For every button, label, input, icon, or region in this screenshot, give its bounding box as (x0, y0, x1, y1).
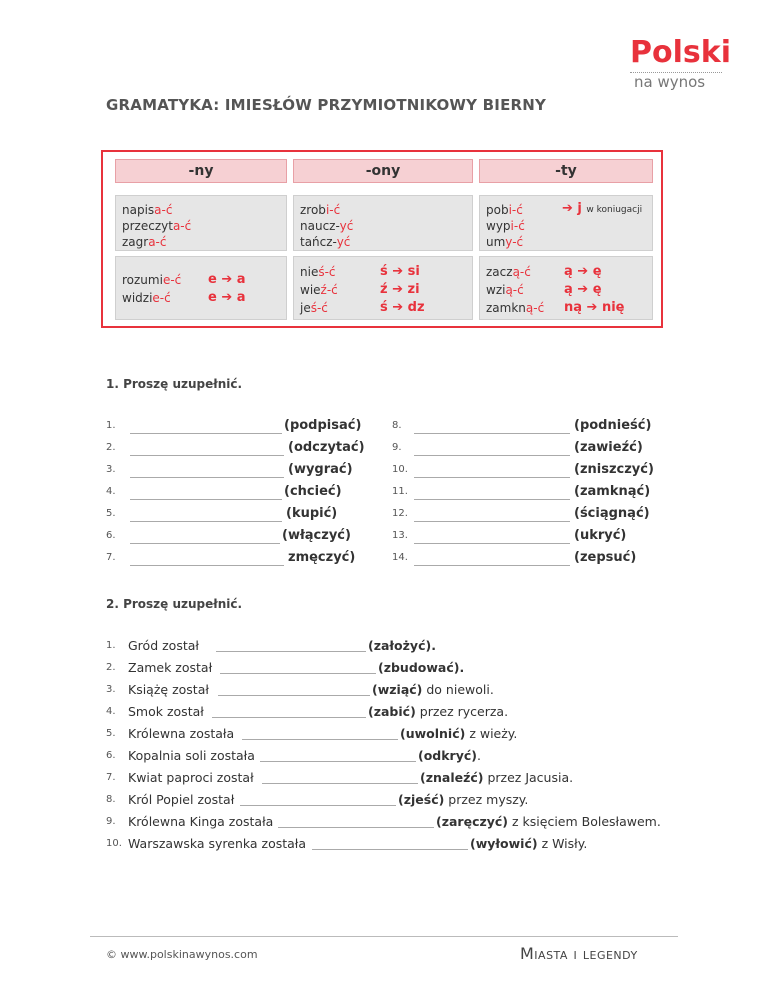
exercise-row (106, 418, 366, 438)
example-word: umy-ć (486, 235, 524, 249)
sentence-start: Książę został (128, 682, 209, 697)
verb-hint: (podpisać) (284, 418, 362, 433)
verb-hint: (podnieść) (574, 418, 652, 433)
answer-blank[interactable] (212, 717, 366, 718)
rule-j: ➔ j w koniugacji (562, 201, 643, 216)
verb-hint: (zamknąć) (574, 484, 651, 499)
sentence-end: (znaleźć) przez Jacusia. (420, 770, 574, 785)
answer-blank[interactable] (312, 849, 468, 850)
cell-ny-bottom (115, 256, 287, 320)
verb-hint: (odczytać) (288, 440, 365, 455)
sentence-end: (uwolnić) z wieży. (400, 726, 518, 741)
rule-e-a: e ➔ a (208, 290, 246, 305)
answer-blank[interactable] (218, 695, 370, 696)
item-number: 2. (106, 442, 116, 453)
cell-ony-top (293, 195, 473, 251)
logo-brand: Polski (630, 35, 731, 70)
answer-blank[interactable] (414, 433, 570, 434)
example-word: wzią-ć (486, 283, 524, 297)
item-number: 6. (106, 750, 116, 761)
rule-a-e: ą ➔ ę (564, 264, 602, 279)
sentence-end: (odkryć). (418, 748, 481, 763)
example-word: nieś-ć (300, 265, 336, 279)
sentence-start: Smok został (128, 704, 204, 719)
item-number: 13. (392, 530, 408, 541)
verb-hint: (chcieć) (284, 484, 342, 499)
rule-e-a: e ➔ a (208, 272, 246, 287)
answer-blank[interactable] (414, 565, 570, 566)
example-word: przeczyta-ć (122, 219, 192, 233)
example-word: zrobi-ć (300, 203, 341, 217)
sentence-end: (wyłowić) z Wisły. (470, 836, 588, 851)
item-number: 10. (106, 838, 122, 849)
grammar-table (101, 150, 663, 328)
exercise-row (392, 484, 662, 504)
item-number: 14. (392, 552, 408, 563)
item-number: 11. (392, 486, 408, 497)
section2-title: 2. Proszę uzupełnić. (106, 597, 243, 611)
item-number: 2. (106, 662, 116, 673)
example-word: napisa-ć (122, 203, 173, 217)
exercise-row (106, 506, 366, 526)
verb-hint: (kupić) (286, 506, 338, 521)
rule-z-zi: ź ➔ zi (380, 282, 420, 297)
page-title: GRAMATYKA: IMIESŁÓW PRZYMIOTNIKOWY BIERNY (106, 96, 547, 114)
exercise-row (106, 440, 366, 460)
example-word: rozumie-ć (122, 273, 182, 287)
example-word: zamkną-ć (486, 301, 545, 315)
answer-blank[interactable] (130, 477, 284, 478)
answer-blank[interactable] (220, 673, 376, 674)
item-number: 8. (392, 420, 402, 431)
rule-a-e: ą ➔ ę (564, 282, 602, 297)
example-word: wypi-ć (486, 219, 525, 233)
verb-hint: (zawieźć) (574, 440, 643, 455)
answer-blank[interactable] (130, 565, 284, 566)
exercise-row (392, 506, 662, 526)
header-ty: -ty (479, 159, 653, 183)
exercise-row (106, 462, 366, 482)
answer-blank[interactable] (414, 455, 570, 456)
answer-blank[interactable] (130, 521, 282, 522)
verb-hint: (ukryć) (574, 528, 627, 543)
exercise-row (392, 440, 662, 460)
exercise-row (106, 528, 366, 548)
item-number: 12. (392, 508, 408, 519)
answer-blank[interactable] (130, 543, 280, 544)
sentence-end: (zjeść) przez myszy. (398, 792, 529, 807)
cell-ty-bottom (479, 256, 653, 320)
answer-blank[interactable] (130, 433, 282, 434)
item-number: 1. (106, 420, 116, 431)
sentence-end: (zaręczyć) z księciem Bolesławem. (436, 814, 661, 829)
sentence-end: (założyć). (368, 638, 436, 653)
exercise-row (392, 462, 662, 482)
answer-blank[interactable] (262, 783, 418, 784)
exercise-row (106, 484, 366, 504)
item-number: 4. (106, 706, 116, 717)
sentence-start: Królewna została (128, 726, 235, 741)
item-number: 4. (106, 486, 116, 497)
verb-hint: zmęczyć) (288, 550, 356, 565)
footer-website: © www.polskinawynos.com (106, 948, 258, 961)
example-word: naucz-yć (300, 219, 354, 233)
item-number: 9. (106, 816, 116, 827)
example-word: zaczą-ć (486, 265, 531, 279)
example-word: jeś-ć (300, 301, 328, 315)
answer-blank[interactable] (242, 739, 398, 740)
item-number: 5. (106, 728, 116, 739)
verb-hint: (zepsuć) (574, 550, 637, 565)
item-number: 7. (106, 772, 116, 783)
header-ny: -ny (115, 159, 287, 183)
example-word: widzie-ć (122, 291, 171, 305)
sentence-end: (zbudować). (378, 660, 465, 675)
sentence-end: (zabić) przez rycerza. (368, 704, 509, 719)
header-ony: -ony (293, 159, 473, 183)
item-number: 5. (106, 508, 116, 519)
exercise-row (106, 550, 366, 570)
answer-blank[interactable] (240, 805, 396, 806)
item-number: 8. (106, 794, 116, 805)
rule-s-si: ś ➔ si (380, 264, 420, 279)
footer-divider (90, 936, 678, 937)
answer-blank[interactable] (414, 521, 570, 522)
answer-blank[interactable] (414, 477, 570, 478)
sentence-start: Kopalnia soli została (128, 748, 255, 763)
sentence-end: (wziąć) do niewoli. (372, 682, 494, 697)
cell-ny-top (115, 195, 287, 251)
sentence-start: Gród został (128, 638, 199, 653)
sentence-start: Królewna Kinga została (128, 814, 274, 829)
footer-series-title: Miasta i legendy (520, 944, 638, 963)
example-word: pobi-ć (486, 203, 523, 217)
cell-ty-top (479, 195, 653, 251)
verb-hint: (ściągnąć) (574, 506, 650, 521)
answer-blank[interactable] (414, 499, 570, 500)
exercise-row (392, 418, 662, 438)
item-number: 9. (392, 442, 402, 453)
exercise-row (392, 528, 662, 548)
sentence-start: Warszawska syrenka została (128, 836, 307, 851)
example-word: tańcz-yć (300, 235, 351, 249)
sentence-start: Zamek został (128, 660, 213, 675)
verb-hint: (włączyć) (282, 528, 351, 543)
verb-hint: (zniszczyć) (574, 462, 654, 477)
cell-ony-bottom (293, 256, 473, 320)
item-number: 7. (106, 552, 116, 563)
rule-na-nie: ną ➔ nię (564, 300, 625, 315)
rule-s-dz: ś ➔ dz (380, 300, 425, 315)
sentence-start: Kwiat paproci został (128, 770, 254, 785)
verb-hint: (wygrać) (288, 462, 353, 477)
answer-blank[interactable] (130, 455, 284, 456)
item-number: 6. (106, 530, 116, 541)
logo-subtitle: na wynos (634, 73, 706, 91)
answer-blank[interactable] (260, 761, 416, 762)
section1-title: 1. Proszę uzupełnić. (106, 377, 243, 391)
example-word: wieź-ć (300, 283, 338, 297)
item-number: 3. (106, 684, 116, 695)
answer-blank[interactable] (216, 651, 366, 652)
item-number: 1. (106, 640, 116, 651)
answer-blank[interactable] (414, 543, 570, 544)
answer-blank[interactable] (130, 499, 282, 500)
item-number: 10. (392, 464, 408, 475)
exercise-row (392, 550, 662, 570)
answer-blank[interactable] (278, 827, 434, 828)
logo (630, 36, 730, 91)
example-word: zagra-ć (122, 235, 167, 249)
item-number: 3. (106, 464, 116, 475)
sentence-start: Król Popiel został (128, 792, 235, 807)
